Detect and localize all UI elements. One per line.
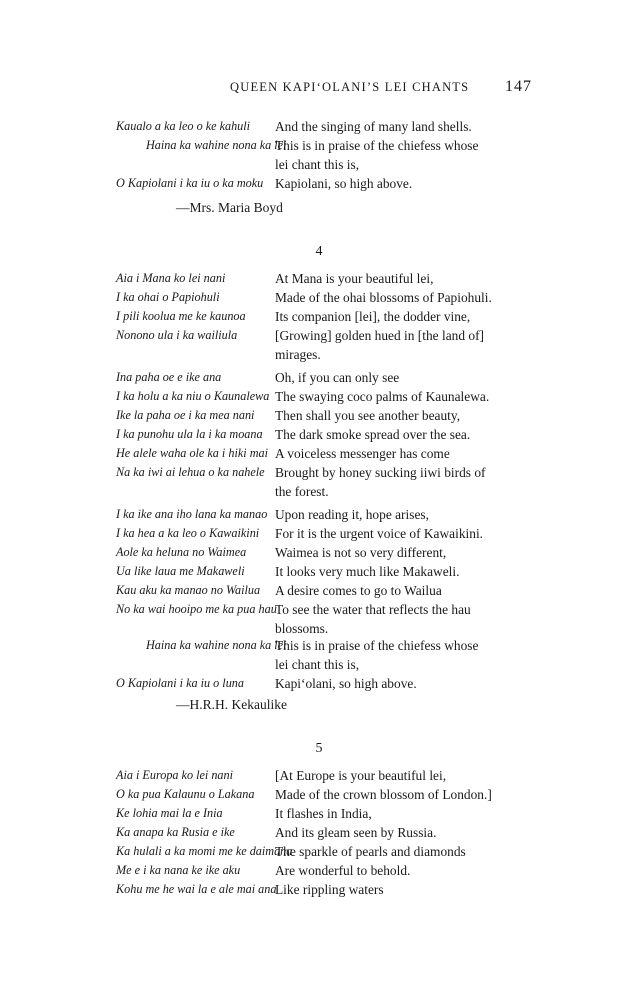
running-title: QUEEN KAPIʻOLANI’S LEI CHANTS [230, 80, 470, 94]
english-translation-line: This is in praise of the chiefess whose [275, 638, 479, 653]
hawaiian-line: Kohu me he wai la e ale mai ana [116, 882, 277, 896]
hawaiian-line: Kau aku ka manao no Wailua [116, 583, 261, 597]
english-translation-line: And the singing of many land shells. [275, 119, 472, 134]
verse-line [0, 117, 638, 136]
hawaiian-line: O Kapiolani i ka iu o luna [116, 676, 244, 690]
verse-line [0, 288, 638, 307]
hawaiian-line: Aole ka heluna no Waimea [116, 545, 247, 559]
hawaiian-line: No ka wai hooipo me ka pua hau [116, 602, 277, 616]
english-translation-line: Kapiolani, so high above. [275, 176, 413, 191]
verse-line [0, 269, 638, 288]
hawaiian-line: He alele waha ole ka i hiki mai [116, 446, 268, 460]
english-translation-line: Oh, if you can only see [275, 370, 400, 385]
english-translation-line: It flashes in India, [275, 806, 372, 821]
hawaiian-line: O Kapiolani i ka iu o ka moku [116, 176, 264, 190]
english-translation-line: It looks very much like Makaweli. [275, 564, 460, 579]
hawaiian-line: Haina ka wahine nona ka lei [146, 138, 287, 152]
verse-line [0, 136, 638, 155]
english-translation-line: Like rippling waters [275, 882, 384, 897]
english-translation-line: Brought by honey sucking iiwi birds of [275, 465, 486, 480]
verse-line [0, 406, 638, 425]
verse-line [0, 345, 638, 364]
english-translation-line: At Mana is your beautiful lei, [275, 271, 434, 286]
english-translation-line: lei chant this is, [275, 657, 360, 672]
hawaiian-line: Ka hulali a ka momi me ke daimana [116, 844, 293, 858]
english-translation-line: Made of the crown blossom of London.] [275, 787, 492, 802]
english-translation-line: A voiceless messenger has come [275, 446, 450, 461]
verse-line [0, 174, 638, 193]
verse-line [0, 655, 638, 674]
hawaiian-line: I ka hea a ka leo o Kawaikini [116, 526, 260, 540]
attribution-maria-boyd: —Mrs. Maria Boyd [176, 200, 283, 215]
verse-line [0, 636, 638, 655]
page-number: 147 [505, 78, 532, 95]
english-translation-line: the forest. [275, 484, 329, 499]
verse-line [0, 326, 638, 345]
chant-number-4: 4 [315, 244, 323, 259]
english-translation-line: Are wonderful to behold. [275, 863, 411, 878]
hawaiian-line: Ua like laua me Makaweli [116, 564, 245, 578]
verse-line [0, 562, 638, 581]
verse-line [0, 505, 638, 524]
english-translation-line: The sparkle of pearls and diamonds [275, 844, 466, 859]
english-translation-line: The swaying coco palms of Kaunalewa. [275, 389, 490, 404]
verse-line [0, 463, 638, 482]
chant-number-5: 5 [315, 741, 323, 756]
english-translation-line: Waimea is not so very different, [275, 545, 447, 560]
verse-line [0, 482, 638, 501]
hawaiian-line: Ike la paha oe i ka mea nani [116, 408, 255, 422]
verse-line [0, 766, 638, 785]
english-translation-line: This is in praise of the chiefess whose [275, 138, 479, 153]
english-translation-line: A desire comes to go to Wailua [275, 583, 442, 598]
verse-line [0, 842, 638, 861]
english-translation-line: [Growing] golden hued in [the land of] [275, 328, 484, 343]
verse-line [0, 861, 638, 880]
english-translation-line: The dark smoke spread over the sea. [275, 427, 471, 442]
hawaiian-line: Me e i ka nana ke ike aku [116, 863, 241, 877]
hawaiian-line: I ka punohu ula la i ka moana [116, 427, 263, 441]
english-translation-line: blossoms. [275, 621, 329, 636]
hawaiian-line: Ina paha oe e ike ana [116, 370, 222, 384]
hawaiian-line: Na ka iwi ai lehua o ka nahele [116, 465, 265, 479]
verse-line [0, 600, 638, 619]
hawaiian-line: I pili koolua me ke kaunoa [116, 309, 246, 323]
hawaiian-line: I ka ike ana iho lana ka manao [116, 507, 268, 521]
hawaiian-line: Aia i Europa ko lei nani [116, 768, 234, 782]
hawaiian-line: O ka pua Kalaunu o Lakana [116, 787, 255, 801]
english-translation-line: Then shall you see another beauty, [275, 408, 461, 423]
hawaiian-line: Kaualo a ka leo o ke kahuli [116, 119, 251, 133]
hawaiian-line: Haina ka wahine nona ka lei [146, 638, 287, 652]
english-translation-line: Its companion [lei], the dodder vine, [275, 309, 471, 324]
verse-line [0, 368, 638, 387]
hawaiian-line: I ka ohai o Papiohuli [116, 290, 220, 304]
english-translation-line: Made of the ohai blossoms of Papiohuli. [275, 290, 492, 305]
verse-line [0, 581, 638, 600]
verse-line [0, 543, 638, 562]
verse-line [0, 155, 638, 174]
english-translation-line: Kapiʻolani, so high above. [275, 676, 417, 691]
verse-line [0, 444, 638, 463]
hawaiian-line: Ke lohia mai la e Inia [116, 806, 223, 820]
english-translation-line: And its gleam seen by Russia. [275, 825, 437, 840]
verse-line [0, 307, 638, 326]
english-translation-line: To see the water that reflects the hau [275, 602, 471, 617]
verse-line [0, 804, 638, 823]
verse-line [0, 524, 638, 543]
verse-line [0, 387, 638, 406]
hawaiian-line: Ka anapa ka Rusia e ike [116, 825, 235, 839]
verse-line [0, 674, 638, 693]
english-translation-line: mirages. [275, 347, 321, 362]
english-translation-line: For it is the urgent voice of Kawaikini. [275, 526, 484, 541]
english-translation-line: lei chant this is, [275, 157, 360, 172]
verse-line [0, 785, 638, 804]
english-translation-line: [At Europe is your beautiful lei, [275, 768, 447, 783]
attribution-kekaulike: —H.R.H. Kekaulike [176, 697, 287, 712]
english-translation-line: Upon reading it, hope arises, [275, 507, 429, 522]
hawaiian-line: I ka holu a ka niu o Kaunalewa [116, 389, 270, 403]
verse-line [0, 823, 638, 842]
verse-line [0, 425, 638, 444]
hawaiian-line: Aia i Mana ko lei nani [116, 271, 226, 285]
verse-line [0, 880, 638, 899]
hawaiian-line: Nonono ula i ka wailiula [116, 328, 238, 342]
